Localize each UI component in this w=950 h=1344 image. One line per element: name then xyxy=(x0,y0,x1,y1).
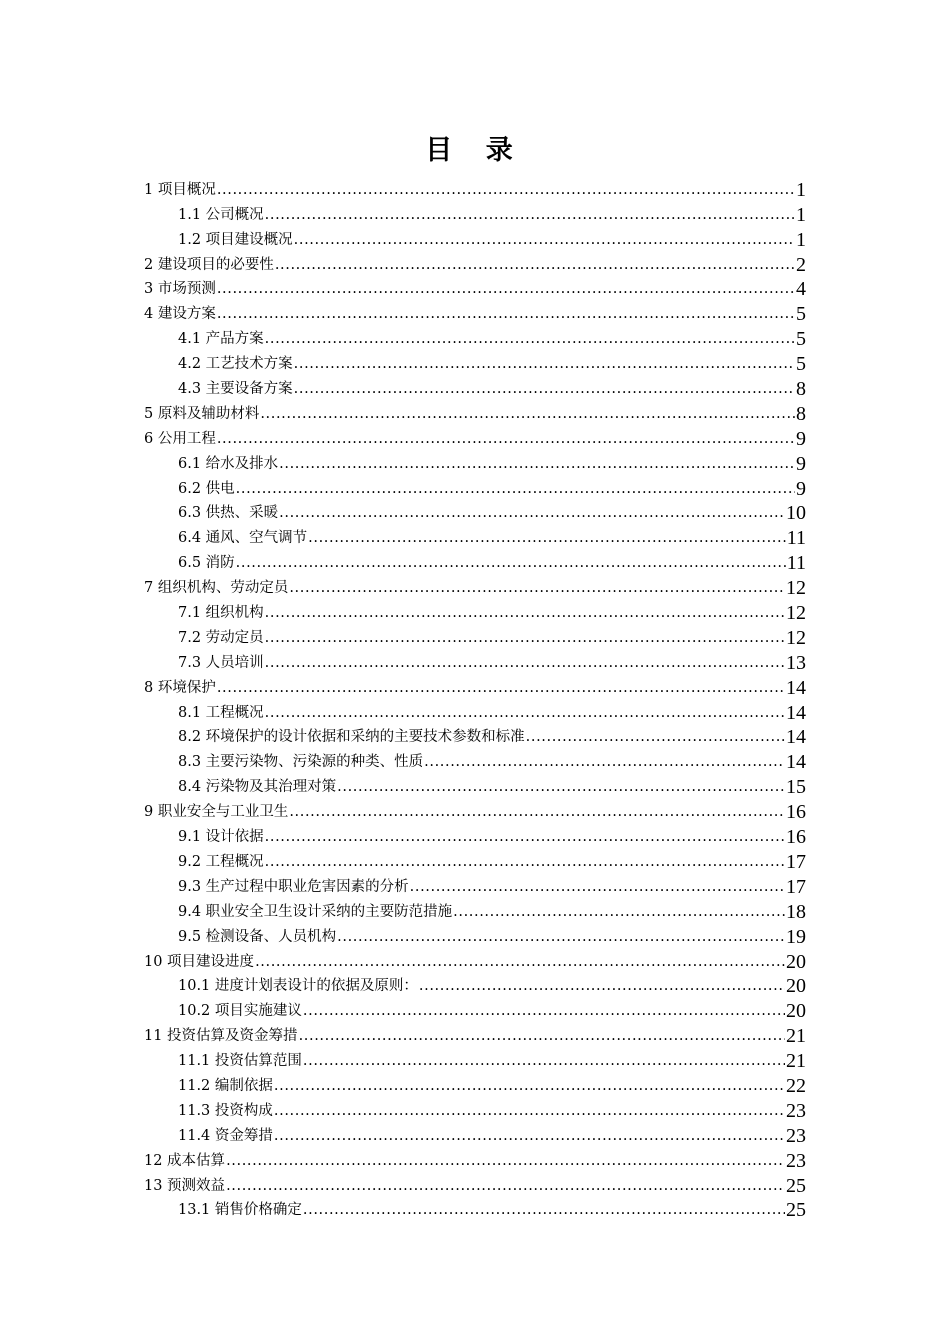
toc-entry-label: 8.2 环境保护的设计依据和采纳的主要技术参数和标准 xyxy=(178,729,525,746)
toc-entry-label: 11 投资估算及资金筹措 xyxy=(144,1028,298,1045)
toc-entry-page-number: 2 xyxy=(796,253,806,274)
toc-entry[interactable] xyxy=(144,597,806,622)
dot-leader xyxy=(274,1102,785,1120)
table-of-contents xyxy=(144,174,806,1219)
toc-entry[interactable] xyxy=(144,1045,806,1070)
toc-entry-label: 4.1 产品方案 xyxy=(178,331,264,348)
toc-entry-page-number: 12 xyxy=(786,577,806,598)
toc-entry-label: 9.4 职业安全卫生设计采纳的主要防范措施 xyxy=(178,903,453,920)
toc-entry-page-number: 14 xyxy=(786,726,806,747)
toc-entry-page-number: 23 xyxy=(786,1149,806,1170)
toc-entry-page-number: 21 xyxy=(786,1050,806,1071)
toc-entry[interactable] xyxy=(144,448,806,473)
toc-entry-label: 11.2 编制依据 xyxy=(178,1077,273,1094)
dot-leader xyxy=(279,504,785,522)
toc-entry-page-number: 25 xyxy=(786,1199,806,1220)
toc-entry-label: 9.1 设计依据 xyxy=(178,829,264,846)
dot-leader xyxy=(337,778,785,796)
toc-entry-label: 4 建设方案 xyxy=(144,306,216,323)
dot-leader xyxy=(299,1027,785,1045)
toc-entry[interactable] xyxy=(144,946,806,971)
toc-entry-label: 7 组织机构、劳动定员 xyxy=(144,580,289,597)
toc-entry-page-number: 12 xyxy=(786,626,806,647)
dot-leader xyxy=(265,629,785,647)
toc-entry[interactable] xyxy=(144,1095,806,1120)
toc-entry-label: 6.5 消防 xyxy=(178,555,235,572)
toc-entry[interactable] xyxy=(144,547,806,572)
dot-leader xyxy=(308,529,786,547)
dot-leader xyxy=(419,977,785,995)
toc-entry-page-number: 14 xyxy=(786,701,806,722)
toc-entry-page-number: 5 xyxy=(796,328,806,349)
toc-entry[interactable] xyxy=(144,622,806,647)
toc-entry-page-number: 12 xyxy=(786,602,806,623)
toc-entry-label: 9.3 生产过程中职业危害因素的分析 xyxy=(178,878,409,895)
dot-leader xyxy=(274,1077,785,1095)
toc-entry-page-number: 9 xyxy=(796,477,806,498)
toc-entry[interactable] xyxy=(144,298,806,323)
toc-entry-page-number: 25 xyxy=(786,1174,806,1195)
toc-entry-page-number: 20 xyxy=(786,950,806,971)
toc-entry-label: 6.3 供热、采暖 xyxy=(178,505,279,522)
dot-leader xyxy=(303,1002,785,1020)
toc-title: 目 录 xyxy=(425,135,525,166)
dot-leader xyxy=(236,480,795,498)
dot-leader xyxy=(226,1152,785,1170)
toc-entry-label: 8.1 工程概况 xyxy=(178,704,264,721)
toc-entry[interactable] xyxy=(144,522,806,547)
toc-entry[interactable] xyxy=(144,373,806,398)
toc-entry-label: 6 公用工程 xyxy=(144,430,216,447)
toc-entry[interactable] xyxy=(144,174,806,199)
toc-entry-page-number: 23 xyxy=(786,1124,806,1145)
toc-entry[interactable] xyxy=(144,1195,806,1220)
toc-entry-label: 3 市场预测 xyxy=(144,281,216,298)
toc-entry[interactable] xyxy=(144,1120,806,1145)
toc-entry[interactable] xyxy=(144,971,806,996)
toc-entry-page-number: 18 xyxy=(786,900,806,921)
toc-entry[interactable] xyxy=(144,249,806,274)
toc-entry-label: 1.1 公司概况 xyxy=(178,206,264,223)
toc-entry[interactable] xyxy=(144,274,806,299)
toc-entry-label: 8 环境保护 xyxy=(144,679,216,696)
toc-entry[interactable] xyxy=(144,323,806,348)
toc-entry[interactable] xyxy=(144,722,806,747)
dot-leader xyxy=(453,903,785,921)
toc-entry-label: 8.3 主要污染物、污染源的种类、性质 xyxy=(178,754,424,771)
toc-entry-label: 7.2 劳动定员 xyxy=(178,629,264,646)
toc-entry-label: 9.5 检测设备、人员机构 xyxy=(178,928,337,945)
dot-leader xyxy=(236,554,786,572)
dot-leader xyxy=(265,704,785,722)
toc-entry-label: 6.1 给水及排水 xyxy=(178,455,279,472)
toc-entry-page-number: 14 xyxy=(786,676,806,697)
toc-entry[interactable] xyxy=(144,821,806,846)
toc-entry-label: 1.2 项目建设概况 xyxy=(178,231,293,248)
toc-entry-label: 6.4 通风、空气调节 xyxy=(178,530,308,547)
dot-leader xyxy=(526,728,785,746)
dot-leader xyxy=(424,753,785,771)
toc-entry[interactable] xyxy=(144,224,806,249)
dot-leader xyxy=(337,928,785,946)
toc-entry[interactable] xyxy=(144,771,806,796)
toc-entry-label: 9 职业安全与工业卫生 xyxy=(144,804,289,821)
dot-leader xyxy=(294,231,795,249)
toc-entry-page-number: 16 xyxy=(786,826,806,847)
toc-entry[interactable] xyxy=(144,697,806,722)
dot-leader xyxy=(410,878,785,896)
toc-entry[interactable] xyxy=(144,423,806,448)
dot-leader xyxy=(303,1201,785,1219)
dot-leader xyxy=(255,953,785,971)
toc-entry-page-number: 1 xyxy=(796,178,806,199)
dot-leader xyxy=(289,579,785,597)
toc-entry-label: 7.3 人员培训 xyxy=(178,654,264,671)
dot-leader xyxy=(260,405,795,423)
toc-entry[interactable] xyxy=(144,348,806,373)
toc-entry-page-number: 9 xyxy=(796,452,806,473)
toc-entry-label: 10.1 进度计划表设计的依据及原则： xyxy=(178,978,418,995)
toc-entry-label: 4.3 主要设备方案 xyxy=(178,381,293,398)
toc-entry[interactable] xyxy=(144,199,806,224)
toc-entry[interactable] xyxy=(144,746,806,771)
toc-entry-page-number: 1 xyxy=(796,228,806,249)
dot-leader xyxy=(289,803,785,821)
toc-entry-page-number: 13 xyxy=(786,651,806,672)
toc-entry[interactable] xyxy=(144,473,806,498)
toc-entry-page-number: 1 xyxy=(796,203,806,224)
toc-entry-page-number: 10 xyxy=(786,502,806,523)
toc-entry-label: 13 预测效益 xyxy=(144,1177,226,1194)
toc-entry-label: 11.3 投资构成 xyxy=(178,1102,273,1119)
toc-entry-page-number: 15 xyxy=(786,776,806,797)
dot-leader xyxy=(275,256,795,274)
toc-entry[interactable] xyxy=(144,796,806,821)
toc-entry-label: 4.2 工艺技术方案 xyxy=(178,356,293,373)
dot-leader xyxy=(217,280,795,298)
toc-entry[interactable] xyxy=(144,1145,806,1170)
toc-entry-page-number: 4 xyxy=(796,278,806,299)
toc-entry-page-number: 16 xyxy=(786,801,806,822)
toc-entry-page-number: 11 xyxy=(786,527,806,548)
toc-entry[interactable] xyxy=(144,871,806,896)
toc-entry-page-number: 8 xyxy=(796,402,806,423)
toc-entry[interactable] xyxy=(144,995,806,1020)
toc-entry-label: 8.4 污染物及其治理对策 xyxy=(178,779,337,796)
dot-leader xyxy=(265,330,795,348)
dot-leader xyxy=(217,679,785,697)
toc-entry-label: 5 原料及辅助材料 xyxy=(144,405,260,422)
toc-entry-page-number: 17 xyxy=(786,875,806,896)
dot-leader xyxy=(217,430,795,448)
toc-entry-page-number: 20 xyxy=(786,1000,806,1021)
toc-entry[interactable] xyxy=(144,896,806,921)
dot-leader xyxy=(217,305,795,323)
dot-leader xyxy=(274,1127,785,1145)
toc-entry-page-number: 19 xyxy=(786,925,806,946)
toc-entry-page-number: 5 xyxy=(796,303,806,324)
toc-entry[interactable] xyxy=(144,1170,806,1195)
toc-entry[interactable] xyxy=(144,572,806,597)
toc-entry-page-number: 17 xyxy=(786,850,806,871)
toc-entry-label: 7.1 组织机构 xyxy=(178,605,264,622)
toc-entry-label: 10 项目建设进度 xyxy=(144,953,255,970)
toc-entry[interactable] xyxy=(144,498,806,523)
dot-leader xyxy=(294,355,795,373)
toc-entry-label: 10.2 项目实施建议 xyxy=(178,1003,302,1020)
dot-leader xyxy=(265,828,785,846)
dot-leader xyxy=(279,455,795,473)
toc-entry[interactable] xyxy=(144,846,806,871)
dot-leader xyxy=(265,654,785,672)
toc-entry-page-number: 21 xyxy=(786,1025,806,1046)
toc-entry[interactable] xyxy=(144,1020,806,1045)
toc-entry[interactable] xyxy=(144,1070,806,1095)
toc-entry-label: 13.1 销售价格确定 xyxy=(178,1202,302,1219)
dot-leader xyxy=(265,206,795,224)
dot-leader xyxy=(294,380,795,398)
toc-entry-page-number: 5 xyxy=(796,353,806,374)
toc-entry-label: 2 建设项目的必要性 xyxy=(144,256,274,273)
toc-entry[interactable] xyxy=(144,672,806,697)
toc-entry-page-number: 8 xyxy=(796,378,806,399)
toc-entry[interactable] xyxy=(144,398,806,423)
toc-entry-label: 11.4 资金筹措 xyxy=(178,1127,273,1144)
toc-entry-label: 1 项目概况 xyxy=(144,181,216,198)
dot-leader xyxy=(217,181,795,199)
toc-entry-label: 11.1 投资估算范围 xyxy=(178,1053,302,1070)
toc-entry-page-number: 20 xyxy=(786,975,806,996)
dot-leader xyxy=(265,604,785,622)
toc-entry-label: 12 成本估算 xyxy=(144,1152,226,1169)
toc-entry[interactable] xyxy=(144,647,806,672)
toc-entry-page-number: 14 xyxy=(786,751,806,772)
toc-entry-page-number: 11 xyxy=(786,552,806,573)
toc-entry-page-number: 23 xyxy=(786,1099,806,1120)
dot-leader xyxy=(303,1052,785,1070)
dot-leader xyxy=(265,853,785,871)
dot-leader xyxy=(226,1177,785,1195)
toc-entry[interactable] xyxy=(144,921,806,946)
toc-entry-label: 9.2 工程概况 xyxy=(178,853,264,870)
toc-entry-page-number: 9 xyxy=(796,427,806,448)
toc-entry-label: 6.2 供电 xyxy=(178,480,235,497)
toc-entry-page-number: 22 xyxy=(786,1074,806,1095)
